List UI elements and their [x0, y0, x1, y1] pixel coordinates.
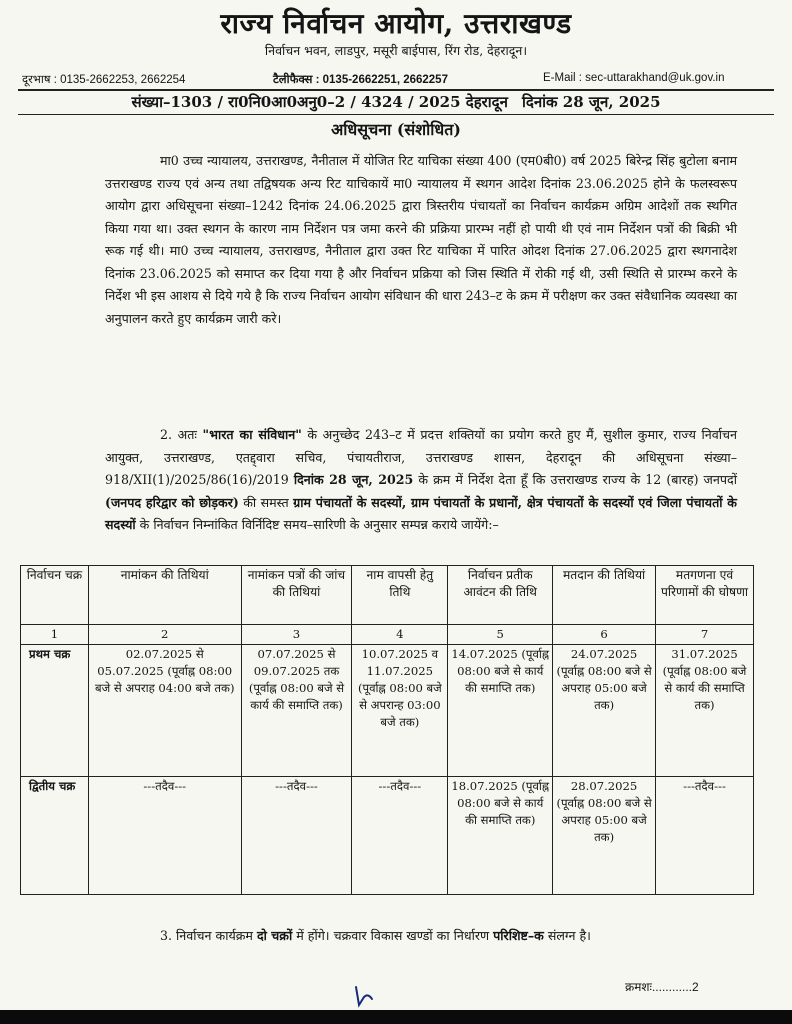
header-divider — [18, 89, 774, 91]
reference-number: संख्या–1303 / रा0नि0आ0अनु0–2 / 4324 / 2025 देहरादून — [131, 93, 508, 111]
table-cell: ---तदैव--- — [88, 777, 241, 895]
reference-underline — [18, 114, 774, 115]
table-cell: 31.07.2025 (पूर्वाह्न 08:00 बजे से कार्य की समाप्ति तक) — [656, 645, 754, 777]
bottom-edge — [0, 1010, 792, 1024]
header-cell: नामांकन पत्रों की जांच की तिथियां — [241, 566, 352, 625]
p2-exclusion: (जनपद हरिद्वार को छोड़कर) — [105, 494, 239, 510]
header-cell: मतदान की तिथियां — [553, 566, 656, 625]
phone-number: दूरभाष : 0135-2662253, 2662254 — [22, 74, 186, 86]
p3-annexure: परिशिष्ट–क — [493, 928, 544, 943]
table-cell: 14.07.2025 (पूर्वाह्न 08:00 बजे से कार्य की समाप्ति तक) — [448, 645, 553, 777]
phase-cell: प्रथम चक्र — [21, 645, 89, 777]
continued-marker: क्रमशः............2 — [625, 980, 699, 994]
table-cell: ---तदैव--- — [656, 777, 754, 895]
table-cell: 07.07.2025 से 09.07.2025 तक (पूर्वाह्न 08:00 बजे से कार्य की समाप्ति तक) — [241, 645, 352, 777]
column-number: 1 — [21, 625, 89, 645]
p2-text: के अनुच्छेद 243–ट में प्रदत्त शक्तियों का प्रयोग करते हुए मैं, सुशील कुमार, राज्य निर्वाचन आयुक्त, उत्तराखण्ड, एतद्द्वारा सचिव, पंचायतीराज, उत्तराखण्ड शासन, देहरादून की अधिसूचना संख्या–918/XII(1)/2025/86(16)/2019 — [105, 427, 737, 487]
office-address: निर्वाचन भवन, लाडपुर, मसूरी बाईपास, रिंग रोड, देहरादून। — [264, 43, 528, 58]
p3-text: संलग्न है। — [543, 928, 591, 943]
notification-heading: अधिसूचना (संशोधित) — [331, 120, 461, 139]
column-number: 3 — [241, 625, 352, 645]
signature-mark — [352, 985, 380, 1009]
header-cell: निर्वाचन चक्र — [21, 566, 89, 625]
header-cell: मतगणना एवं परिणामों की घोषणा — [656, 566, 754, 625]
fax-number: टैलीफैक्स : 0135-2662251, 2662257 — [273, 74, 448, 86]
table-cell: 28.07.2025 (पूर्वाह्न 08:00 बजे से अपराह 05:00 बजे तक) — [553, 777, 656, 895]
table-row — [21, 645, 754, 777]
header-cell: नाम वापसी हेतु तिथि — [352, 566, 448, 625]
column-number: 5 — [448, 625, 553, 645]
p2-text: के निर्वाचन निम्नांकित विर्निदिष्ट समय–सारिणी के अनुसार सम्पन्न कराये जायेंगे:– — [135, 517, 499, 532]
p2-text: की समस्त — [238, 494, 294, 510]
column-number: 4 — [352, 625, 448, 645]
p2-text: 2. अतः — [160, 427, 203, 442]
p3-phases: दो चक्रों — [256, 928, 293, 943]
paragraph-1: मा0 उच्च न्यायालय, उत्तराखण्ड, नैनीताल में योजित रिट याचिका संख्या 400 (एम0बी0) वर्ष 2025 बिरेन्द्र सिंह बुटोला बनाम उत्तराखण्ड राज्य एवं अन्य तथा तद्विषयक अन्य रिट याचिकायें मा0 न्यायालय में स्थगन आदेश दिनांक 23.06.2025 होने के फलस्वरूप आयोग द्वारा अधिसूचना संख्या–1242 दिनांक 24.06.2025 द्वारा त्रिस्तरीय पंचायतों का निर्वाचन कार्यक्रम अग्रिम आदेशों तक स्थगित किया गया था। उक्त स्थगन के कारण नाम निर्देशन पत्र जमा करने की प्रक्रिया प्रारम्भ नहीं हो पायी थी एवं नाम निर्देशन पत्रों की बिक्री भी रूक गई थी। मा0 उच्च न्यायालय, उत्तराखण्ड, नैनीताल द्वारा उक्त रिट याचिका में पारित ओदश दिनांक 27.06.2025 द्वारा स्थगनादेश दिनांक 23.06.2025 को समाप्त कर दिया गया है और निर्वाचन प्रक्रिया को जिस स्थिति में रोकी गई थी, उसी स्थिति से प्रारम्भ करने के निर्देश भी इस आशय से दिये गये है कि राज्य निर्वाचन आयोग संविधान की धारा 243–ट के क्रम में परीक्षण कर उक्त संवैधानिक व्यवस्था का अनुपालन करते हुए कार्यक्रम जारी करे। — [105, 153, 737, 326]
paragraph-3 — [105, 925, 737, 948]
table-cell: 24.07.2025 (पूर्वाह्न 08:00 बजे से अपराह 05:00 बजे तक) — [553, 645, 656, 777]
constitution-name: "भारत का संविधान" — [202, 427, 302, 442]
election-schedule-table — [20, 565, 754, 895]
p2-date: दिनांक 28 जून, 2025 — [293, 472, 414, 487]
column-number: 6 — [553, 625, 656, 645]
table-cell: 10.07.2025 व 11.07.2025 (पूर्वाह्न 08:00 बजे से अपरान्ह 03:00 बजे तक) — [352, 645, 448, 777]
table-header-row — [21, 566, 754, 625]
column-number: 2 — [88, 625, 241, 645]
header-cell: निर्वाचन प्रतीक आवंटन की तिथि — [448, 566, 553, 625]
office-title: राज्य निर्वाचन आयोग, उत्तराखण्ड — [220, 7, 572, 40]
paragraph-2 — [105, 424, 737, 537]
p3-text: में होंगे। चक्रवार विकास खण्डों का निर्धारण — [292, 928, 494, 943]
email-address: E-Mail : sec-uttarakhand@uk.gov.in — [543, 72, 725, 84]
p3-text: 3. निर्वाचन कार्यक्रम — [160, 928, 257, 943]
column-number: 7 — [656, 625, 754, 645]
header-cell: नामांकन की तिथियां — [88, 566, 241, 625]
phase-cell: द्वितीय चक्र — [21, 777, 89, 895]
table-cell: ---तदैव--- — [241, 777, 352, 895]
reference-date: दिनांक 28 जून, 2025 — [521, 93, 661, 111]
reference-line — [0, 92, 792, 112]
p2-text: के क्रम में निर्देश देता हूँ कि उत्तराखण्ड राज्य के 12 (बारह) जनपदों — [413, 472, 737, 487]
table-cell: 18.07.2025 (पूर्वाह्न 08:00 बजे से कार्य की समाप्ति तक) — [448, 777, 553, 895]
p2-posts: ग्राम पंचायतों के सदस्यों, ग्राम पंचायतों के प्रधानों, क्षेत्र पंचायतों के सदस्यों एवं जिला पंचायतों के सदस्यों — [105, 494, 737, 532]
table-row — [21, 777, 754, 895]
column-number-row — [21, 625, 754, 645]
table-cell: ---तदैव--- — [352, 777, 448, 895]
table-cell: 02.07.2025 से 05.07.2025 (पूर्वाह्न 08:00 बजे से अपराह 04:00 बजे तक) — [88, 645, 241, 777]
